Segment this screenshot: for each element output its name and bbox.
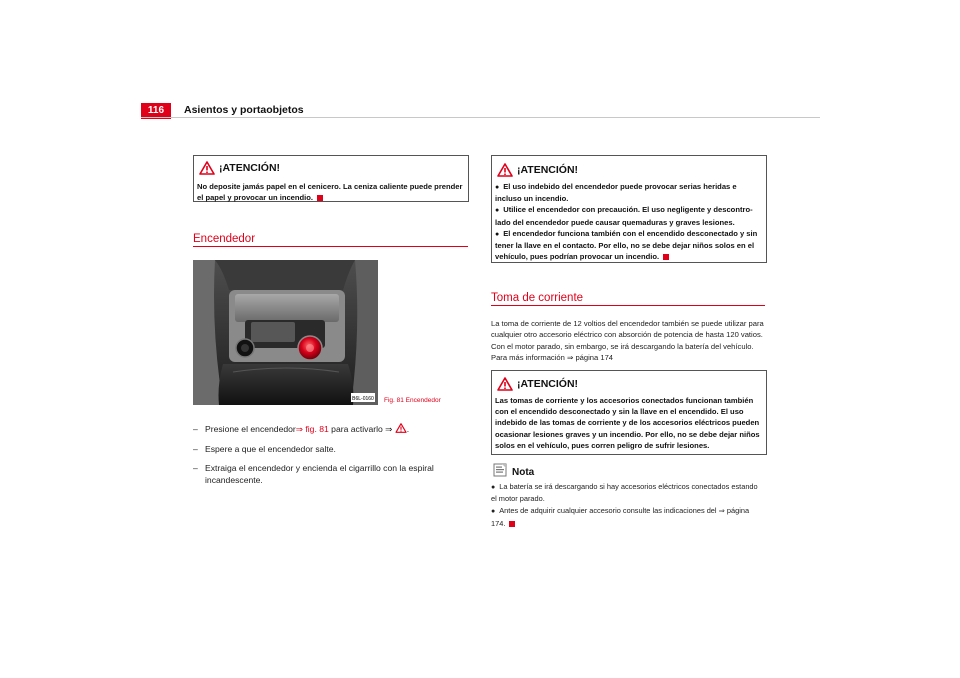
instruction-step [193, 462, 468, 486]
warning-triangle-icon [497, 163, 513, 177]
note-item [491, 505, 765, 528]
warning-text [495, 395, 761, 451]
note-item [491, 481, 765, 504]
instruction-step [193, 423, 468, 435]
note-icon [493, 463, 507, 477]
figure-link-arrow[interactable]: ⇒ [295, 424, 303, 434]
figure-code: B6L-0160 [352, 396, 374, 402]
chapter-title: Asientos y portaobjetos [184, 104, 304, 116]
figure-caption: Fig. 81 Encendedor [384, 397, 441, 404]
section-title-toma-corriente: Toma de corriente [491, 292, 584, 304]
warning-item-text: El encendedor funciona también con el encendido desconectado y sin tener la llave en el contacto. Por ello, no se debe dejar niños solos en el vehículo, pues podrían provocar un incendio. [495, 228, 758, 262]
instruction-list [193, 423, 468, 494]
section-end-mark [317, 195, 323, 201]
warning-title: ¡ATENCIÓN! [517, 378, 579, 390]
note-item-text: Antes de adquirir cualquier accesorio consulte las indicaciones del ⇒ página 174. [491, 506, 750, 528]
section-end-mark [509, 521, 515, 527]
note-title: Nota [512, 467, 535, 478]
note-item-text: La batería se irá descargando si hay accesorios eléctricos conectados estando el motor parado. [491, 482, 758, 504]
warning-item [495, 181, 761, 204]
warning-item [495, 228, 761, 263]
warning-item [495, 204, 761, 227]
warning-title: ¡ATENCIÓN! [219, 162, 281, 174]
figure-link[interactable]: fig. 81 [305, 424, 329, 434]
warning-triangle-icon [199, 161, 215, 175]
warning-text [495, 181, 761, 262]
section-rule [491, 305, 765, 306]
warning-item-text: Utilice el encendedor con precaución. El uso negligente y descontro-lado del encendedor puede causar quemaduras y graves lesiones. [495, 205, 753, 227]
page-number: 116 [141, 103, 171, 119]
warning-triangle-icon [497, 377, 513, 391]
step-dash: – [193, 424, 198, 434]
body-paragraph: La toma de corriente de 12 voltios del encendedor también se puede utilizar para cualquier otro accesorio eléctrico con absorción de potencia de hasta 120 vatios. Con el motor parado, sin embargo, se irá descargando la batería del vehículo. Para más información ⇒ página 174 [491, 319, 764, 363]
bullet: ● [491, 484, 496, 491]
warning-box-sockets [491, 370, 767, 455]
section-end-mark [663, 254, 669, 260]
section-rule [193, 246, 468, 247]
warning-box-lighter [491, 155, 767, 263]
warning-box-ashtray [193, 155, 469, 202]
step-end: . [406, 424, 410, 434]
step-dash: – [193, 443, 198, 454]
step-text-continued: para activarlo ⇒ [328, 424, 395, 434]
section-title-encendedor: Encendedor [193, 233, 256, 245]
warning-triangle-icon [395, 423, 410, 434]
lighter-photo-illustration [193, 260, 378, 405]
step-text: Espere a que el encendedor salte. [205, 443, 336, 454]
bullet: ● [491, 508, 496, 516]
step-text: Presione el encendedor [205, 424, 296, 434]
bullet: ● [495, 207, 500, 215]
warning-item-text: El uso indebido del encendedor puede provocar serias heridas e incluso un incendio. [495, 182, 737, 204]
note-text [491, 481, 765, 530]
step-dash: – [193, 463, 198, 473]
warning-text [197, 181, 463, 203]
bullet: ● [495, 230, 500, 238]
header-rule [141, 117, 820, 118]
step-text: Extraiga el encendedor y encienda el cigarrillo con la espiral incandescente. [205, 463, 434, 485]
warning-body: Las tomas de corriente y los accesorios conectados funcionan también con el encendido desconectado y sin la llave en el encendido. El uso indebido de las tomas de corriente y de los accesorios eléctricos pueden ocasionar lesiones graves y un incendio. Por ello, no se debe dejar niños solos en el vehículo, pues corren peligro de sufrir lesiones. [495, 396, 760, 450]
warning-title: ¡ATENCIÓN! [517, 164, 579, 176]
lighter-photo [193, 260, 378, 405]
bullet: ● [495, 184, 500, 191]
instruction-step [193, 443, 468, 455]
warning-body: No deposite jamás papel en el cenicero. La ceniza caliente puede prender el papel y provocar un incendio. [197, 182, 463, 203]
